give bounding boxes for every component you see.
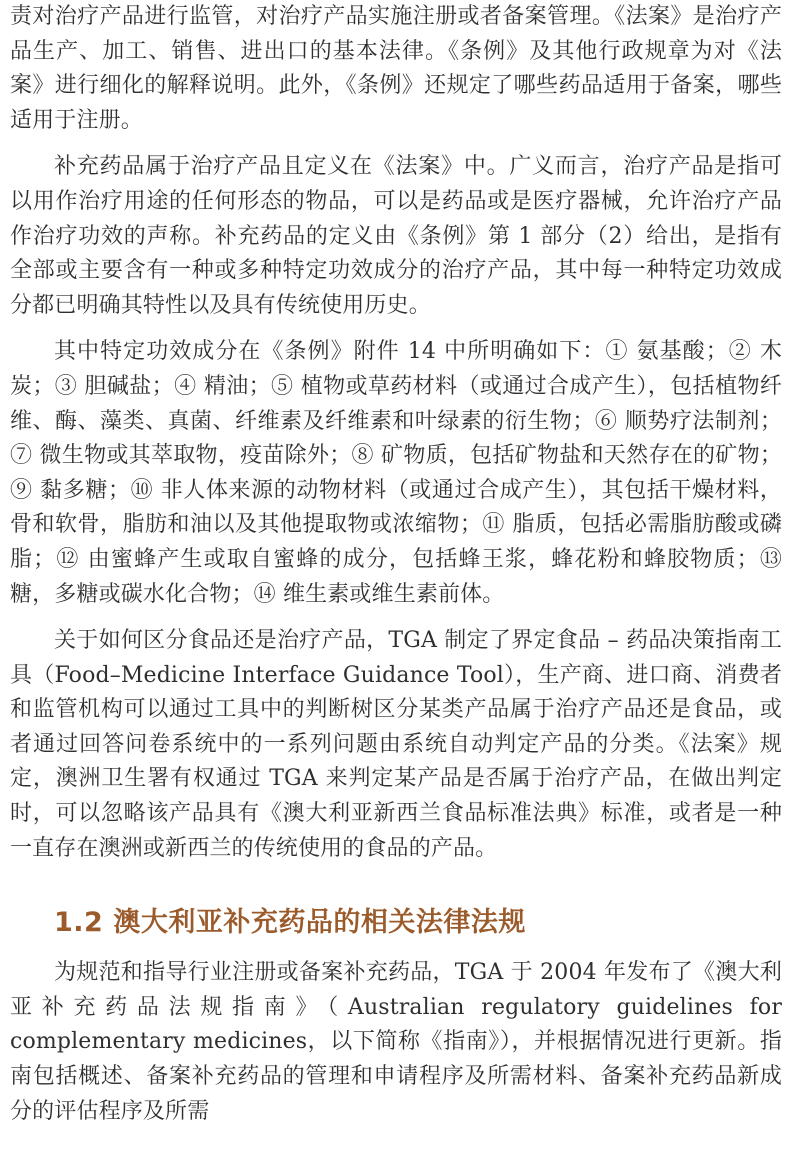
- paragraph-specified-ingredients-list: 其中特定功效成分在《条例》附件 14 中所明确如下：① 氨基酸；② 木炭；③ 胆碱盐；④ 精油；⑤ 植物或草药材料（或通过合成产生），包括植物纤维、酶、藻类、真菌、纤维素及纤维素和叶绿素的衍生物；⑥ 顺势疗法制剂；⑦ 微生物或其萃取物，疫苗除外；⑧ 矿物质，包括矿物盐和天然存在的矿物；⑨ 黏多糖；⑩ 非人体来源的动物材料（或通过合成产生），其包括干燥材料，骨和软骨，脂肪和油以及其他提取物或浓缩物；⑪ 脂质，包括必需脂肪酸或磷脂；⑫ 由蜜蜂产生或取自蜜蜂的成分，包括蜂王浆，蜂花粉和蜂胶物质；⑬ 糖，多糖或碳水化合物；⑭ 维生素或维生素前体。: [10, 339, 782, 607]
- section-number: 1.2: [54, 907, 104, 939]
- paragraph-complementary-medicine-definition: 补充药品属于治疗产品且定义在《法案》中。广义而言，治疗产品是指可以用作治疗用途的任何形态的物品，可以是药品或是医疗器械，允许治疗产品作治疗功效的声称。补充药品的定义由《条例》第 1 部分（2）给出，是指有全部或主要含有一种或多种特定功效成分的治疗产品，其中每一种特定功效成分都已明确其特性以及具有传统使用历史。: [10, 154, 782, 318]
- paragraph-food-medicine-interface: 关于如何区分食品还是治疗产品，TGA 制定了界定食品 – 药品决策指南工具（Food–Medicine Interface Guidance Tool），生产商、进口商、消费者和监管机构可以通过工具中的判断树区分某类产品属于治疗产品还是食品，或者通过回答问卷系统中的一系列问题由系统自动判定产品的分类。《法案》规定，澳洲卫生署有权通过 TGA 来判定某产品是否属于治疗产品，在做出判定时，可以忽略该产品具有《澳大利亚新西兰食品标准法典》标准，或者是一种一直存在澳洲或新西兰的传统使用的食品的产品。: [10, 628, 782, 861]
- section-heading: [54, 906, 782, 940]
- section-title: 澳大利亚补充药品的相关法律法规: [113, 907, 526, 939]
- paragraph-regulatory-overview: 责对治疗产品进行监管，对治疗产品实施注册或者备案管理。《法案》是治疗产品生产、加工、销售、进出口的基本法律。《条例》及其他行政规章为对《法案》进行细化的解释说明。此外，《条例》还规定了哪些药品适用于备案，哪些适用于注册。: [10, 4, 782, 133]
- paragraph-guidelines-intro: 为规范和指导行业注册或备案补充药品，TGA 于 2004 年发布了《澳大利亚补充药品法规指南》（Australian regulatory guidelines for complementary medicines，以下简称《指南》），并根据情况进行更新。指南包括概述、备案补充药品的管理和申请程序及所需材料、备案补充药品新成分的评估程序及所需: [10, 960, 782, 1124]
